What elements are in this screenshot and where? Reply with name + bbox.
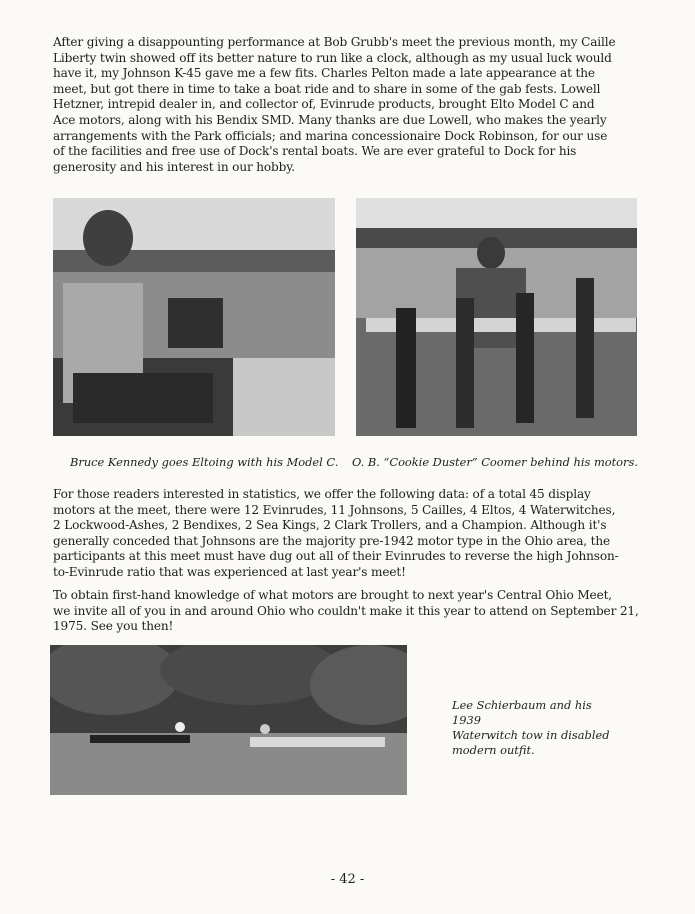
photo-cookie-duster-coomer bbox=[356, 198, 637, 436]
photo-lee-schierbaum-tow bbox=[50, 645, 407, 795]
statistics-paragraph: For those readers interested in statistics, we offer the following data: of a total 45 display motors at the meet, there were 12 Evinrudes, 11 Johnsons, 5 Cailles, 4 Eltos, 4 Waterwitches, 2 Lockwood-Ashes, 2 Bendixes, 2 Sea Kings, 2 Clark Trollers, and a Champion. Although it's generally conceded that Johnsons are the majority pre-1942 motor type in the Ohio area, the participants at this meet must have dug out all of their Evinrudes to reverse the high Johnson- to-Evinrude ratio that was experienced at last year's meet! bbox=[53, 487, 619, 579]
photo-bruce-kennedy bbox=[53, 198, 335, 436]
caption-photo-3: Lee Schierbaum and his 1939 Waterwitch tow in disabled modern outfit. bbox=[452, 698, 610, 757]
intro-paragraph: After giving a disappounting performance at Bob Grubb's meet the previous month, my Caille Liberty twin showed off its better nature to run like a clock, although as my usual luck would have it, my Johnson K-45 gave me a few fits. Charles Pelton made a late appearance at the meet, but got there in time to take a boat ride and to share in some of the gab fests. Lowell Hetzner, intrepid dealer in, and collector of, Evinrude products, brought Elto Model C and Ace motors, along with his Bendix SMD. Many thanks are due Lowell, who makes the yearly arrangements with the Park officials; and marina concessionaire Dock Robinson, for our use of the facilities and free use of Dock's rental boats. We are ever grateful to Dock for his generosity and his interest in our hobby. bbox=[53, 35, 616, 174]
page-number: - 42 - bbox=[330, 872, 365, 887]
invitation-paragraph: To obtain first-hand knowledge of what motors are brought to next year's Central Ohio Meet, we invite all of you in and around Ohio who couldn't make it this year to attend on September 21, 1975. See you then! bbox=[53, 588, 639, 634]
caption-photo-1: Bruce Kennedy goes Eltoing with his Model C. bbox=[70, 455, 339, 469]
caption-photo-2: O. B. “Cookie Duster” Coomer behind his motors. bbox=[352, 455, 638, 469]
